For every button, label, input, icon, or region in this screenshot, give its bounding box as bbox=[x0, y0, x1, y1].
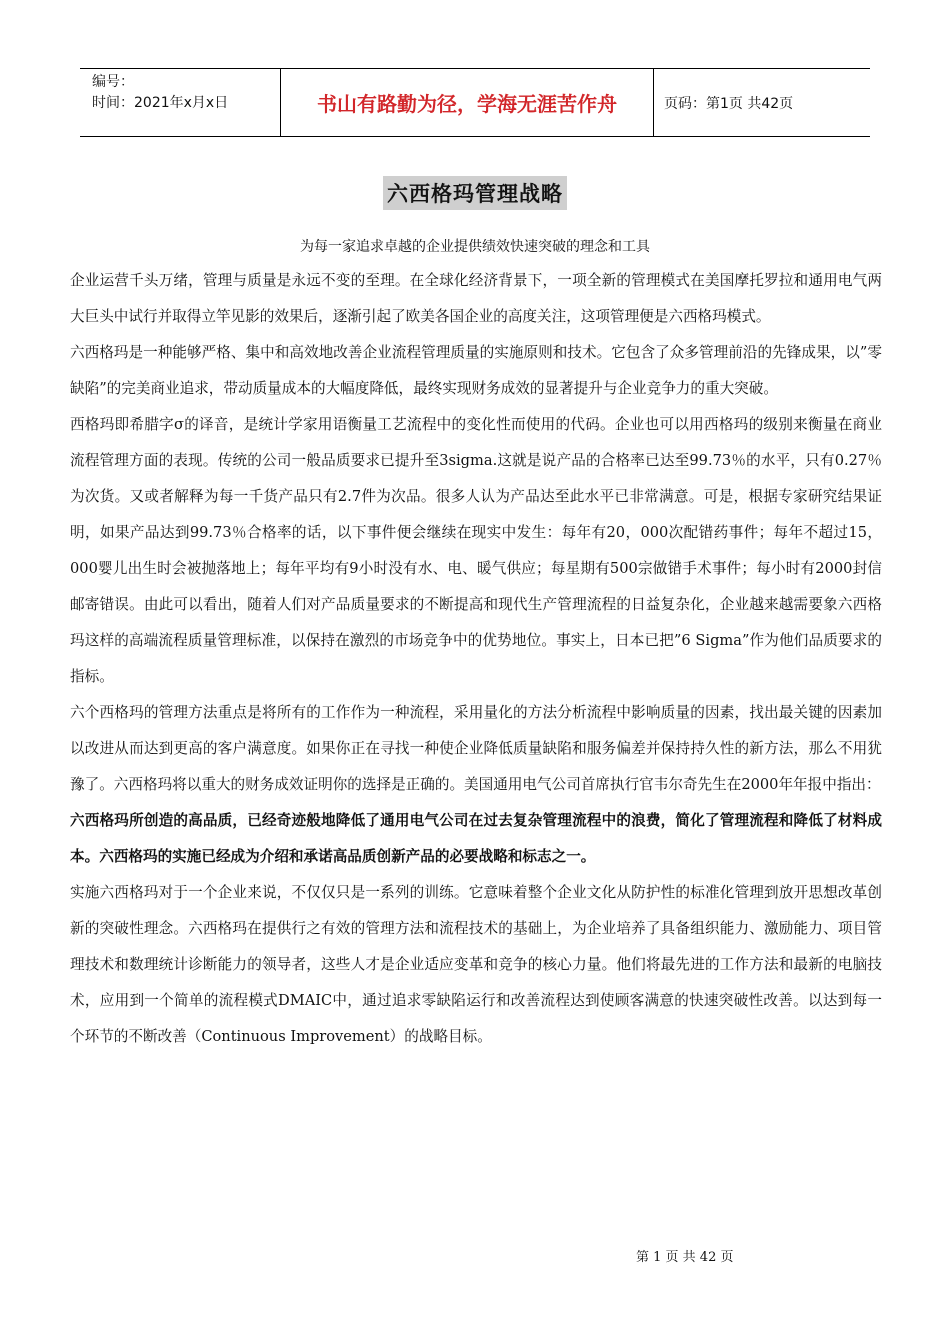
paragraph-3: 西格玛即希腊字σ的译音，是统计学家用语衡量工艺流程中的变化性而使用的代码。企业也可以用西格玛的级别来衡量在商业流程管理方面的表现。传统的公司一般品质要求已提升至3sigma.这就是说产品的合格率已达至99.73％的水平，只有0.27％为次货。又或者解释为每一千货产品只有2.7件为次品。很多人认为产品达至此水平已非常满意。可是，根据专家研究结果证明，如果产品达到99.73％合格率的话，以下事件便会继续在现实中发生：每年有20，000次配错药事件；每年不超过15，000婴儿出生时会被抛落地上；每年平均有9小时没有水、电、暖气供应；每星期有500宗做错手术事件；每小时有2000封信邮寄错误。由此可以看出，随着人们对产品质量要求的不断提高和现代生产管理流程的日益复杂化，企业越来越需要象六西格玛这样的高端流程质量管理标准，以保持在激烈的市场竞争中的优势地位。事实上，日本已把”6 Sigma”作为他们品质要求的指标。 bbox=[70, 416, 882, 685]
header-meta bbox=[80, 69, 280, 136]
page-header bbox=[80, 68, 870, 137]
document-subtitle: 为每一家追求卓越的企业提供绩效快速突破的理念和工具 bbox=[300, 239, 650, 255]
number-label: 编号： bbox=[92, 74, 134, 90]
paragraph-1: 企业运营千头万绪，管理与质量是永远不变的至理。在全球化经济背景下，一项全新的管理模式在美国摩托罗拉和通用电气两大巨头中试行并取得立竿见影的效果后，逐渐引起了欧美各国企业的高度关注，这项管理便是六西格玛模式。 bbox=[70, 272, 882, 325]
document-body bbox=[70, 263, 882, 1055]
header-page-info: 页码：第1页 共42页 bbox=[664, 95, 794, 112]
paragraph-quote: 六西格玛所创造的高品质，已经奇迹般地降低了通用电气公司在过去复杂管理流程中的浪费，简化了管理流程和降低了材料成本。六西格玛的实施已经成为介绍和承诺高品质创新产品的必要战略和标志之一。 bbox=[70, 812, 882, 865]
document-title: 六西格玛管理战略 bbox=[383, 176, 567, 210]
header-motto: 书山有路勤为径，学海无涯苦作舟 bbox=[280, 69, 654, 136]
page-footer: 第 1 页 共 42 页 bbox=[636, 1250, 734, 1265]
date-label: 时间：2021年x月x日 bbox=[92, 95, 229, 111]
paragraph-4: 六个西格玛的管理方法重点是将所有的工作作为一种流程，采用量化的方法分析流程中影响质量的因素，找出最关键的因素加以改进从而达到更高的客户满意度。如果你正在寻找一种使企业降低质量缺陷和服务偏差并保持持久性的新方法，那么不用犹豫了。六西格玛将以重大的财务成效证明你的选择是正确的。美国通用电气公司首席执行官韦尔奇先生在2000年年报中指出： bbox=[70, 704, 882, 793]
title-wrapper bbox=[0, 176, 950, 210]
paragraph-2: 六西格玛是一种能够严格、集中和高效地改善企业流程管理质量的实施原则和技术。它包含了众多管理前沿的先锋成果，以”零缺陷”的完美商业追求，带动质量成本的大幅度降低，最终实现财务成效的显著提升与企业竞争力的重大突破。 bbox=[70, 344, 882, 397]
paragraph-6: 实施六西格玛对于一个企业来说，不仅仅只是一系列的训练。它意味着整个企业文化从防护性的标准化管理到放开思想改革创新的突破性理念。六西格玛在提供行之有效的管理方法和流程技术的基础上，为企业培养了具备组织能力、激励能力、项目管理技术和数理统计诊断能力的领导者，这些人才是企业适应变革和竞争的核心力量。他们将最先进的工作方法和最新的电脑技术，应用到一个简单的流程模式DMAIC中，通过追求零缺陷运行和改善流程达到使顾客满意的快速突破性改善。以达到每一个环节的不断改善（Continuous Improvement）的战略目标。 bbox=[70, 884, 882, 1045]
